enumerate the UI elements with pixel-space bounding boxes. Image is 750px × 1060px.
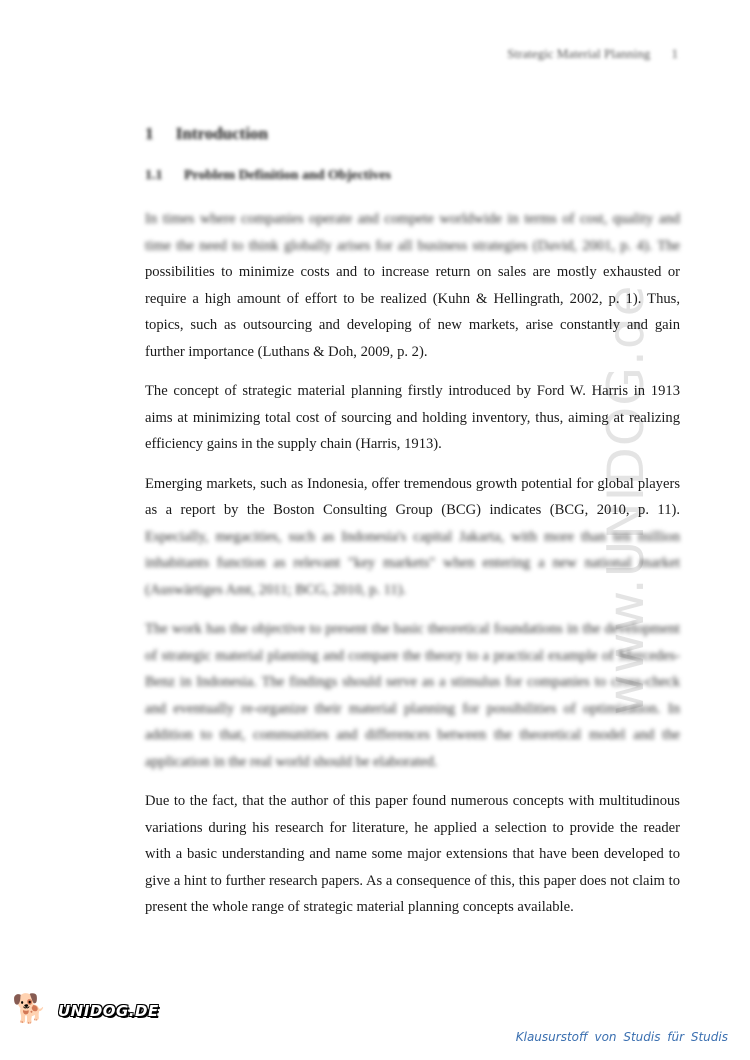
footer-tagline: Klausurstoff von Studis für Studis [515, 1030, 728, 1044]
paragraph-4: The work has the objective to present the basic theoretical foundations in the development of strategic material planning and compare the theory to a practical example of Mercedes-Benz in Indonesia. The findings should serve as a stimulus for companies to cross-check and eventually re-organize their material planning for possibilities of optimization. In addition to that, communities and differences between the theoretical model and the application in the real world should be elaborated. [145, 621, 680, 770]
watermark-text: www.UNIDOG.de [597, 284, 655, 716]
subsection-number: 1.1 [145, 168, 163, 183]
paragraph-1-clear-part: possibilities to minimize costs and to increase return on sales are mostly exhausted or require a high amount of effort to be realized (Kuhn & Hellingrath, 2002, p. 1). Thus, topics, such as outsourcing and developing of new markets, arise constantly and gain further importance (Luthans & Doh, 2009, p. 2). [145, 264, 680, 360]
subsection-heading [145, 168, 391, 184]
dog-icon: 🐕 [12, 994, 47, 1025]
paragraph-3-clear-part: Emerging markets, such as Indonesia, offer tremendous growth potential for global players as a report by the Boston Consulting Group (BCG) indicates (BCG, 2010, p. 11). [145, 475, 680, 518]
paragraph-2: The concept of strategic material planning firstly introduced by Ford W. Harris in 1913 aims at minimizing total cost of sourcing and holding inventory, thus, aiming at realizing efficiency gains in the supply chain (Harris, 1913). [145, 383, 680, 452]
paragraph-1 [145, 206, 680, 365]
body-text [145, 206, 680, 934]
running-header [507, 46, 678, 62]
logo-text: UNIDOG.DE [58, 1002, 159, 1020]
section-heading [145, 124, 268, 144]
paragraph-5: Due to the fact, that the author of this paper found numerous concepts with multitudinous variations during his research for literature, he applied a selection to provide the reader with a basic understanding and name some major extensions that have been developed to give a hint to further research papers. As a consequence of this, this paper does not claim to present the whole range of strategic material planning concepts available. [145, 793, 680, 915]
page-number: 1 [671, 46, 678, 61]
paragraph-1-blurred-part: In times where companies operate and compete worldwide in terms of cost, quality and time the need to think globally arises for all business strategies (David, 2001, p. 4). The [145, 211, 680, 254]
section-number: 1 [145, 124, 154, 143]
paragraph-3 [145, 471, 680, 604]
section-title: Introduction [175, 124, 269, 143]
subsection-title: Problem Definition and Objectives [184, 168, 392, 183]
running-title: Strategic Material Planning [507, 46, 651, 61]
paragraph-3-blurred-part: Especially, megacities, such as Indonesia's capital Jakarta, with more than ten million inhabitants function as relevant "key markets" when entering a new national market (Auswärtiges Amt, 2011; BCG, 2010, p. 11). [145, 528, 680, 598]
unidog-logo[interactable] [10, 992, 160, 1032]
